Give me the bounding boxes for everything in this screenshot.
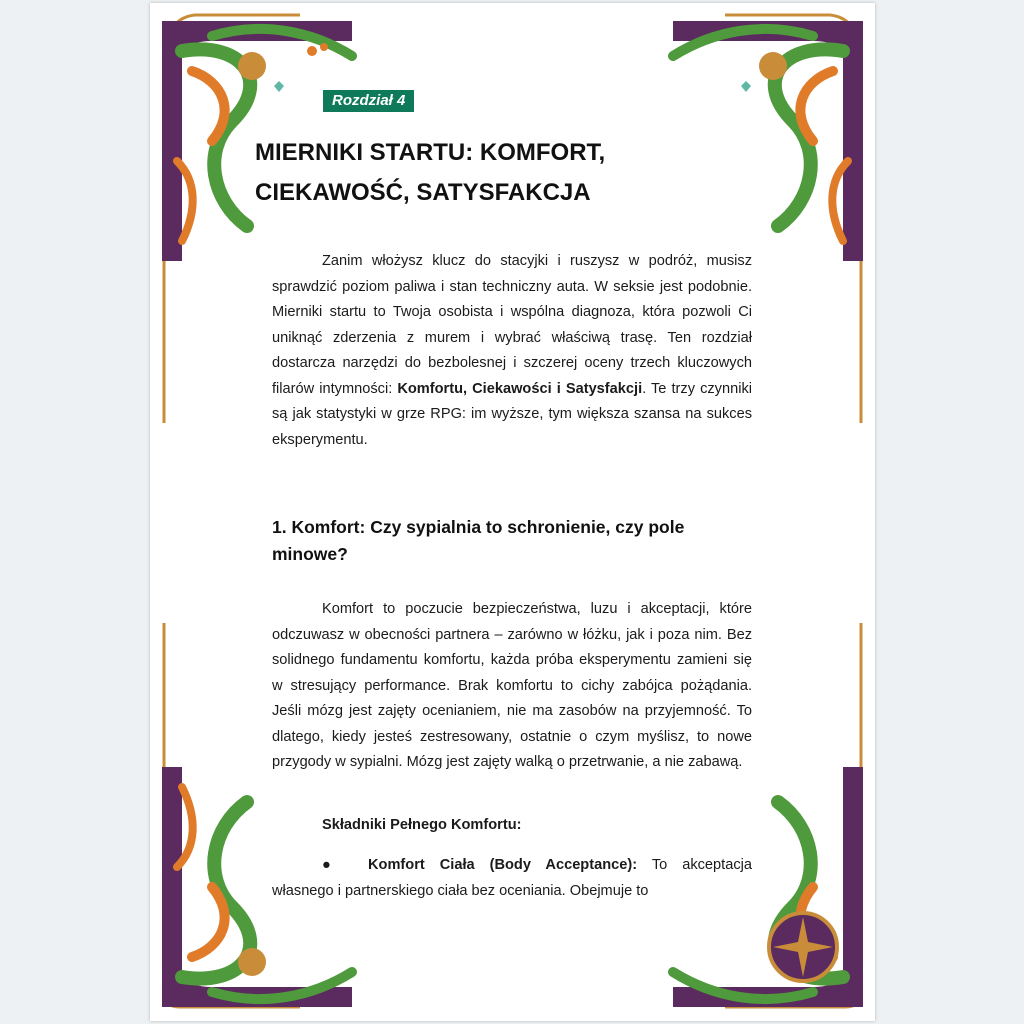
document-page bbox=[150, 3, 875, 1021]
bullet-icon: ● bbox=[322, 857, 331, 873]
comfort-text: Komfort to poczucie bezpieczeństwa, luzu i akceptacji, które odczuwasz w obecności partnera – zarówno w łóżku, jak i poza nim. Bez solidnego fundamentu komfortu, każda próba eksperymentu zamieni się w stresujący performance. Brak komfortu to cichy zabójca pożądania. Jeśli mózg jest zajęty ocenianiem, nie ma zasobów na przyjemność. To dlatego, kiedy jesteś zestresowany, ostatnie o czym myślisz, to nowe przygody w sypialni. Mózg jest zajęty walką o przetrwanie, a nie zabawą. bbox=[272, 601, 752, 770]
subheading: Składniki Pełnego Komfortu: bbox=[322, 817, 522, 833]
intro-bold: Komfortu, Ciekawości i Satysfakcji bbox=[397, 380, 643, 397]
comfort-paragraph bbox=[272, 597, 752, 776]
chapter-title-line1: MIERNIKI STARTU: KOMFORT, bbox=[255, 139, 606, 166]
bullet-text: To akceptacja własnego i partnerskiego ciała bez oceniania. Obejmuje to bbox=[272, 857, 752, 899]
chapter-badge: Rozdział 4 bbox=[323, 90, 414, 112]
intro-text-a: Zanim włożysz klucz do stacyjki i ruszysz w podróż, musisz sprawdzić poziom paliwa i stan techniczny auta. W seksie jest podobnie. Mierniki startu to Twoja osobista i wspólna diagnoza, która pozwoli Ci uniknąć zderzenia z murem i wybrać właściwą trasę. Ten rozdział dostarcza narzędzi do bezbolesnej i szczerej oceny trzech kluczowych filarów intymności: bbox=[272, 253, 752, 397]
bullet-item bbox=[272, 853, 752, 904]
section-heading: 1. Komfort: Czy sypialnia to schronienie, czy pole minowe? bbox=[272, 517, 685, 564]
intro-text-b: . Te trzy czynniki są jak statystyki w grze RPG: im wyższe, tym większa szansa na sukces eksperymentu. bbox=[272, 380, 752, 448]
chapter-title bbox=[255, 133, 725, 213]
bullet-bold: Komfort Ciała (Body Acceptance): bbox=[368, 857, 638, 873]
chapter-title-line2: CIEKAWOŚĆ, SATYSFAKCJA bbox=[255, 179, 591, 206]
intro-paragraph bbox=[272, 249, 752, 453]
